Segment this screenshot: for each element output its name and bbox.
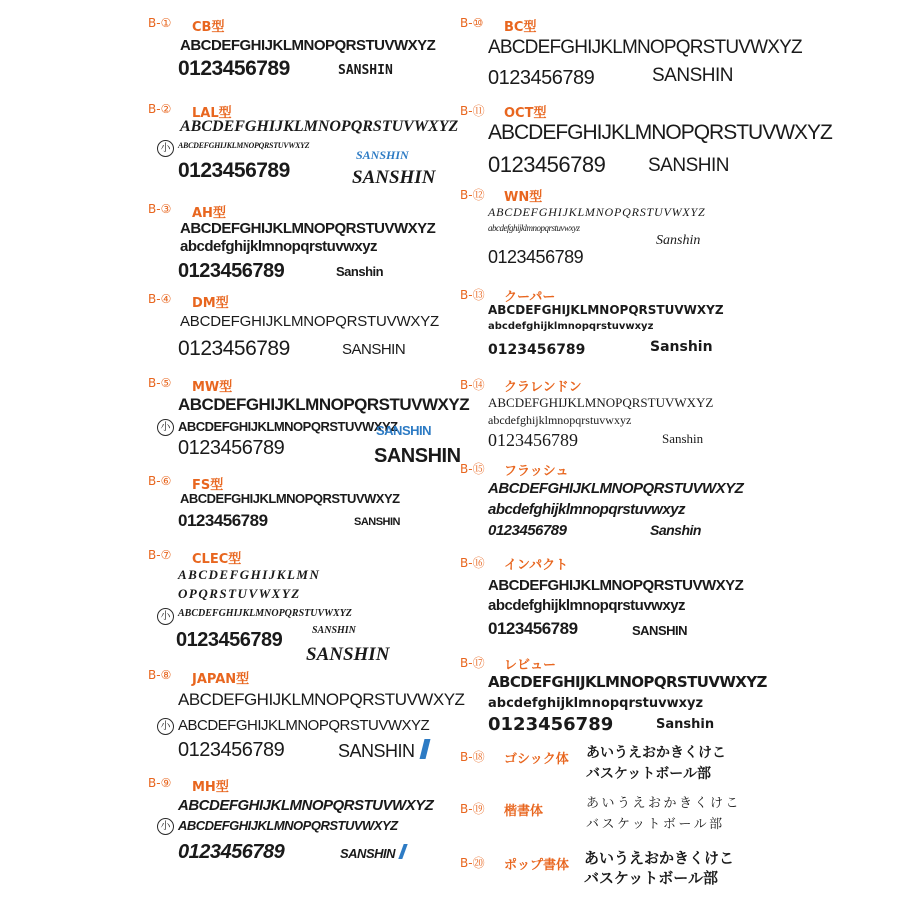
sample-sanshin: Sanshin	[656, 233, 701, 248]
entry-name: BC型	[504, 20, 537, 35]
sample-uppercase: ABCDEFGHIJKLMNOPQRSTUVWXYZ	[488, 121, 832, 144]
sample-uppercase: ABCDEFGHIJKLMNOPQRSTUVWXYZ	[180, 491, 400, 506]
sample-digits: 0123456789	[488, 619, 578, 638]
entry-name: JAPAN型	[192, 672, 250, 687]
sample-uppercase: ABCDEFGHIJKLMNOPQRSTUVWXYZ	[488, 37, 802, 58]
sample-digits: 0123456789	[488, 714, 614, 735]
sample-sanshin: SANSHIN	[352, 167, 436, 188]
sample-digits: 0123456789	[178, 57, 290, 80]
sample-uppercase-line1: ABCDEFGHIJKLMN	[178, 567, 321, 582]
entry-name: 楷書体	[504, 804, 544, 819]
sample-digits: 0123456789	[178, 841, 285, 863]
sample-uppercase: ABCDEFGHIJKLMNOPQRSTUVWXYZ	[178, 395, 470, 414]
entry-name: ゴシック体	[504, 752, 569, 767]
entry-code: B-②	[148, 102, 172, 116]
sample-uppercase-small: ABCDEFGHIJKLMNOPQRSTUVWXYZ	[178, 608, 352, 619]
entry-code: B-⑤	[148, 376, 172, 390]
sample-sanshin: SANSHIN	[652, 65, 733, 86]
sample-sanshin: Sanshin	[336, 264, 384, 279]
entry-code: B-⑭	[460, 378, 485, 392]
sample-uppercase: ABCDEFGHIJKLMNOPQRSTUVWXYZ	[488, 205, 706, 219]
sample-hiragana: あいうえおかきくけこ	[584, 849, 735, 867]
entry-code: B-⑱	[460, 750, 485, 764]
sample-uppercase: ABCDEFGHIJKLMNOPQRSTUVWXYZ	[180, 37, 436, 54]
sample-uppercase-small: ABCDEFGHIJKLMNOPQRSTUVWXYZ	[178, 818, 398, 833]
sample-digits: 0123456789	[176, 629, 283, 651]
entry-code: B-⑯	[460, 556, 485, 570]
sample-uppercase: ABCDEFGHIJKLMNOPQRSTUVWXYZ	[178, 690, 465, 709]
sample-sanshin: SANSHIN	[338, 63, 393, 78]
entry-name: クラレンドン	[504, 380, 582, 395]
small-size-mark: 小	[157, 718, 174, 735]
entry-name: LAL型	[192, 106, 232, 121]
sample-uppercase: ABCDEFGHIJKLMNOPQRSTUVWXYZ	[180, 313, 439, 330]
small-size-mark: 小	[157, 818, 174, 835]
sample-uppercase: ABCDEFGHIJKLMNOPQRSTUVWXYZ	[178, 797, 434, 814]
sample-sanshin: SANSHIN	[342, 341, 406, 358]
sample-digits: 0123456789	[178, 511, 268, 530]
sample-digits: 0123456789	[488, 522, 567, 539]
entry-code: B-⑨	[148, 776, 172, 790]
sample-sanshin: Sanshin	[662, 431, 704, 446]
entry-code: B-⑦	[148, 548, 172, 562]
entry-code: B-⑪	[460, 104, 485, 118]
small-size-mark: 小	[157, 140, 174, 157]
sample-sanshin: SANSHIN	[340, 846, 396, 861]
sample-digits: 0123456789	[488, 342, 586, 358]
sample-sanshin: Sanshin	[656, 717, 715, 732]
entry-name: WN型	[504, 190, 543, 205]
entry-name: OCT型	[504, 106, 547, 121]
sample-sanshin-small: SANSHIN	[376, 423, 432, 438]
entry-code: B-①	[148, 16, 172, 30]
entry-name: フラッシュ	[504, 464, 569, 479]
sample-lowercase: abcdefghijklmnopqrstuvwxyz	[488, 597, 686, 614]
entry-name: インパクト	[504, 558, 569, 573]
sample-sanshin-small: SANSHIN	[312, 625, 356, 636]
sample-lowercase: abcdefghijklmnopqrstuvwxyz	[488, 501, 686, 518]
sample-uppercase: ABCDEFGHIJKLMNOPQRSTUVWXYZ	[488, 577, 744, 594]
sample-katakana: バスケットボール部	[584, 869, 718, 887]
sample-uppercase-line2: OPQRSTUVWXYZ	[178, 586, 301, 601]
entry-name: MH型	[192, 780, 229, 795]
entry-code: B-⑰	[460, 656, 485, 670]
sample-digits: 0123456789	[178, 337, 290, 360]
sample-uppercase: ABCDEFGHIJKLMNOPQRSTUVWXYZ	[488, 480, 744, 497]
sample-digits: 0123456789	[178, 437, 285, 459]
sample-digits: 0123456789	[178, 260, 285, 282]
entry-code: B-⑬	[460, 288, 485, 302]
entry-code: B-⑮	[460, 462, 485, 476]
entry-code: B-⑲	[460, 802, 485, 816]
small-size-mark: 小	[157, 419, 174, 436]
entry-name: CLEC型	[192, 552, 242, 567]
entry-name: AH型	[192, 206, 226, 221]
sample-lowercase: abcdefghijklmnopqrstuvwxyz	[488, 223, 580, 233]
entry-name: MW型	[192, 380, 233, 395]
accent-swoosh-icon	[398, 844, 407, 859]
entry-code: B-⑧	[148, 668, 172, 682]
sample-sanshin: SANSHIN	[632, 623, 688, 638]
sample-uppercase-small: ABCDEFGHIJKLMNOPQRSTUVWXYZ	[178, 141, 310, 150]
sample-digits: 0123456789	[178, 739, 285, 761]
entry-name: DM型	[192, 296, 229, 311]
sample-uppercase: ABCDEFGHIJKLMNOPQRSTUVWXYZ	[180, 220, 436, 237]
sample-hiragana: あいうえおかきくけこ	[586, 745, 726, 761]
accent-swoosh-icon	[420, 739, 431, 759]
sample-uppercase: ABCDEFGHIJKLMNOPQRSTUVWXYZ	[488, 673, 767, 691]
sample-sanshin: SANSHIN	[338, 741, 415, 761]
entry-name: CB型	[192, 20, 225, 35]
sample-sanshin: Sanshin	[650, 522, 701, 538]
sample-digits: 0123456789	[178, 159, 290, 182]
entry-name: ポップ書体	[504, 858, 570, 873]
entry-code: B-③	[148, 202, 172, 216]
entry-code: B-⑥	[148, 474, 172, 488]
sample-digits: 0123456789	[488, 430, 578, 450]
sample-uppercase: ABCDEFGHIJKLMNOPQRSTUVWXYZ	[488, 395, 714, 410]
sample-uppercase: ABCDEFGHIJKLMNOPQRSTUVWXYZ	[180, 118, 459, 135]
sample-sanshin: Sanshin	[650, 339, 713, 355]
sample-lowercase: abcdefghijklmnopqrstuvwxyz	[488, 413, 632, 427]
sample-sanshin: SANSHIN	[306, 644, 390, 665]
sample-sanshin: SANSHIN	[648, 155, 729, 176]
sample-sanshin: SANSHIN	[374, 445, 461, 467]
entry-code: B-⑩	[460, 16, 484, 30]
entry-name: クーパー	[504, 290, 556, 305]
entry-code: B-⑳	[460, 856, 485, 870]
sample-lowercase: abcdefghijklmnopqrstuvwxyz	[488, 696, 704, 711]
sample-uppercase-small: ABCDEFGHIJKLMNOPQRSTUVWXYZ	[178, 419, 398, 434]
entry-code: B-④	[148, 292, 172, 306]
sample-katakana: バスケットボール部	[586, 766, 712, 782]
sample-lowercase: abcdefghijklmnopqrstuvwxyz	[180, 238, 378, 255]
entry-name: レビュー	[504, 658, 557, 673]
sample-digits: 0123456789	[488, 152, 606, 177]
sample-lowercase: abcdefghijklmnopqrstuvwxyz	[488, 321, 654, 332]
sample-sanshin: SANSHIN	[354, 516, 401, 528]
sample-sanshin-small: SANSHIN	[356, 148, 409, 162]
sample-hiragana: あいうえおかきくけこ	[586, 796, 742, 811]
sample-uppercase-small: ABCDEFGHIJKLMNOPQRSTUVWXYZ	[178, 717, 430, 734]
sample-digits: 0123456789	[488, 67, 595, 89]
sample-uppercase: ABCDEFGHIJKLMNOPQRSTUVWXYZ	[488, 303, 724, 317]
entry-code: B-⑫	[460, 188, 485, 202]
sample-katakana: バスケットボール部	[586, 817, 725, 832]
entry-name: FS型	[192, 478, 224, 493]
sample-digits: 0123456789	[488, 247, 584, 267]
small-size-mark: 小	[157, 608, 174, 625]
